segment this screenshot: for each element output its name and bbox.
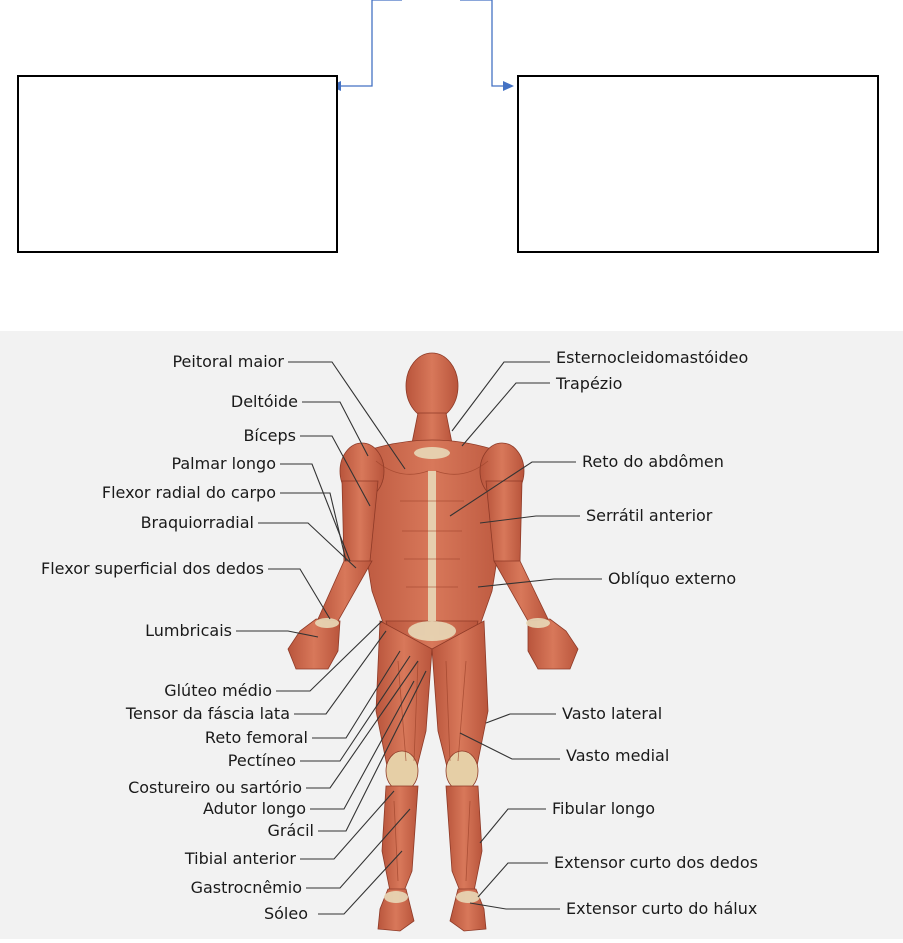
label-palmar-longo: Palmar longo bbox=[171, 454, 276, 473]
label-extensor-curto-do-halux: Extensor curto do hálux bbox=[566, 899, 758, 918]
label-trapezio: Trapézio bbox=[556, 374, 623, 393]
label-deltoide: Deltóide bbox=[230, 392, 298, 411]
muscle-diagram bbox=[0, 331, 903, 939]
label-braquiorradial: Braquiorradial bbox=[140, 513, 254, 532]
label-gluteo-medio: Glúteo médio bbox=[164, 681, 272, 700]
label-obliquo-externo: Oblíquo externo bbox=[608, 569, 737, 588]
left-answer-box[interactable] bbox=[17, 75, 338, 253]
left-label-group bbox=[41, 352, 314, 923]
left-lower-leg bbox=[382, 786, 418, 891]
label-tensor-da-fascia-lata: Tensor da fáscia lata bbox=[125, 704, 290, 723]
right-label-group bbox=[552, 348, 758, 918]
left-knee bbox=[386, 751, 418, 791]
human-body-figure bbox=[288, 353, 578, 931]
label-costureiro-ou-sartorio: Costureiro ou sartório bbox=[128, 778, 302, 797]
label-soleo: Sóleo bbox=[263, 904, 308, 923]
label-gracil: Grácil bbox=[267, 821, 314, 840]
left-connector-line bbox=[338, 0, 402, 86]
neck bbox=[412, 413, 452, 443]
label-pectineo: Pectíneo bbox=[227, 751, 296, 770]
label-flexor-radial-do-carpo: Flexor radial do carpo bbox=[101, 483, 276, 502]
label-reto-femoral: Reto femoral bbox=[204, 728, 308, 747]
label-adutor-longo: Adutor longo bbox=[202, 799, 306, 818]
label-esternocleidomastoideo: Esternocleidomastóideo bbox=[556, 348, 749, 367]
label-vasto-medial: Vasto medial bbox=[566, 746, 670, 765]
label-reto-do-abdomen: Reto do abdômen bbox=[582, 452, 724, 471]
label-vasto-lateral: Vasto lateral bbox=[562, 704, 663, 723]
label-biceps: Bíceps bbox=[243, 426, 296, 445]
label-flexor-superficial-dos-dedos: Flexor superficial dos dedos bbox=[41, 559, 264, 578]
label-serratil-anterior: Serrátil anterior bbox=[586, 506, 713, 525]
label-extensor-curto-dos-dedos: Extensor curto dos dedos bbox=[554, 853, 758, 872]
head bbox=[406, 353, 458, 419]
right-answer-box[interactable] bbox=[517, 75, 879, 253]
right-arrowhead-icon bbox=[503, 81, 514, 91]
right-connector-line bbox=[460, 0, 506, 86]
label-fibular-longo: Fibular longo bbox=[552, 799, 656, 818]
muscle-diagram-panel bbox=[0, 331, 903, 939]
right-forearm bbox=[494, 561, 548, 621]
right-lower-leg bbox=[446, 786, 482, 891]
label-gastrocnemio: Gastrocnêmio bbox=[190, 878, 302, 897]
label-peitoral-maior: Peitoral maior bbox=[172, 352, 284, 371]
label-lumbricais: Lumbricais bbox=[145, 621, 232, 640]
label-tibial-anterior: Tibial anterior bbox=[184, 849, 296, 868]
right-knee bbox=[446, 751, 478, 791]
